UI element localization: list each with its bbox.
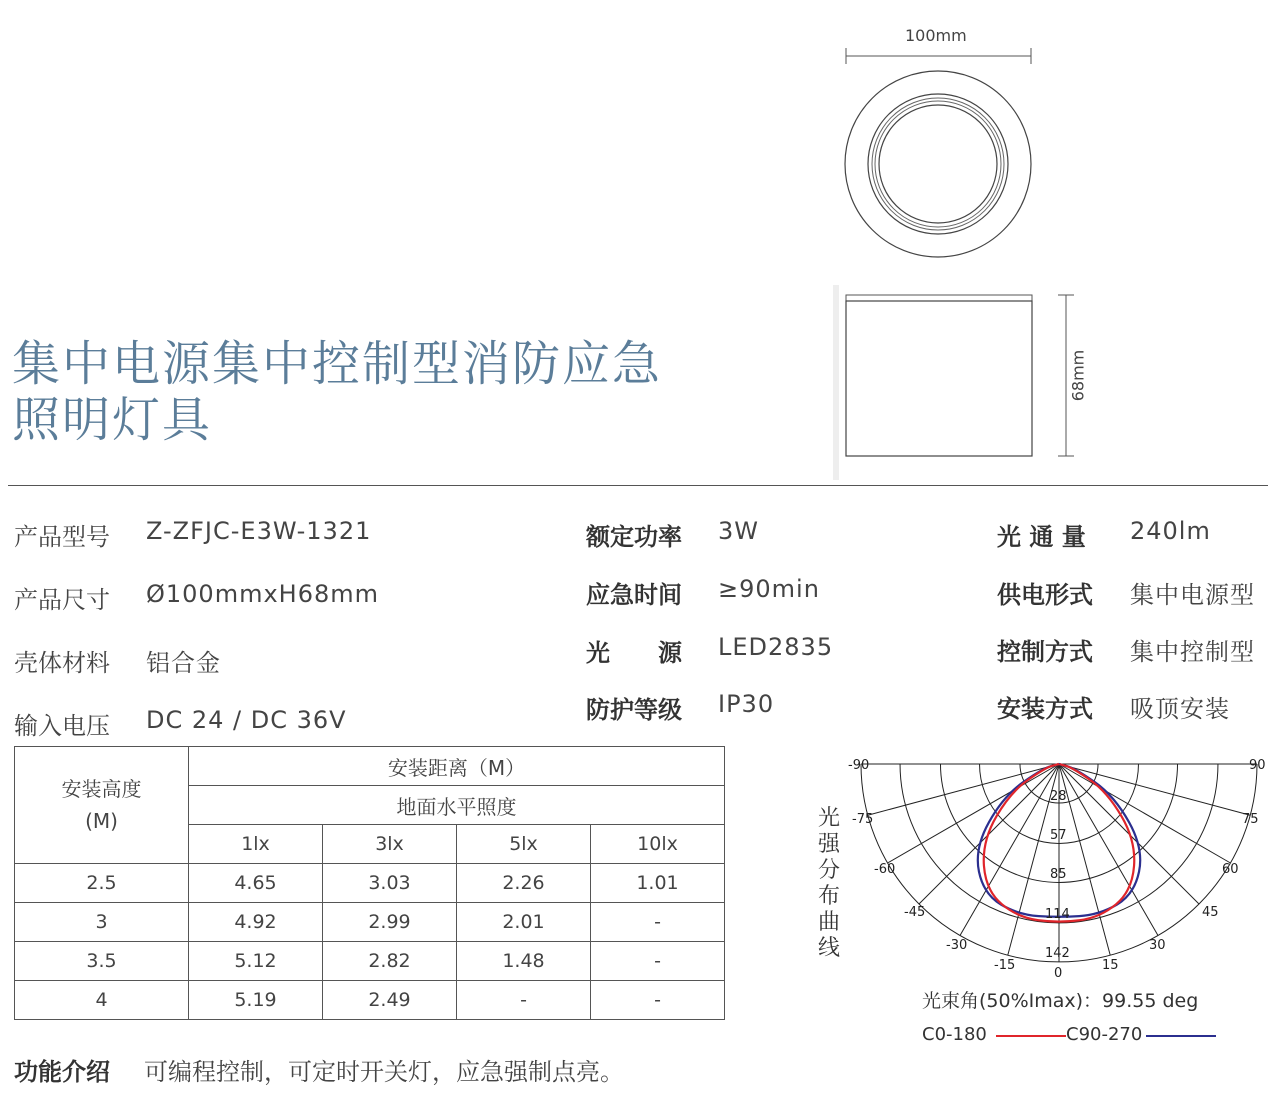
ring-label: 57 <box>1050 828 1067 843</box>
spec-light-source-label: 光 源 <box>586 639 682 667</box>
table-cell: 2.49 <box>323 981 457 1020</box>
ring-label: 85 <box>1050 867 1067 882</box>
polar-title-char: 分 <box>817 858 840 883</box>
product-title-line2: 照明灯具 <box>12 392 213 448</box>
table-cell: 1.48 <box>457 942 591 981</box>
table-cell-height: 4 <box>15 981 189 1020</box>
polar-title-char: 布 <box>817 884 840 909</box>
spec-install-label: 安装方式 <box>997 695 1093 723</box>
angle-label: 30 <box>1149 938 1166 953</box>
table-cell: 2.82 <box>323 942 457 981</box>
table-header-height: 安装高度(M) <box>15 747 189 864</box>
spec-emergency-time-label: 应急时间 <box>586 581 682 609</box>
spec-flux-label: 光 通 量 <box>997 523 1086 551</box>
table-cell: - <box>457 981 591 1020</box>
angle-label: -90 <box>848 758 870 773</box>
polar-title-char: 线 <box>817 936 840 961</box>
table-column-header: 3lx <box>323 825 457 864</box>
polar-title-char: 强 <box>817 832 840 857</box>
legend-c0-label: C0-180 <box>922 1024 987 1045</box>
angle-label: -15 <box>994 958 1016 973</box>
spec-voltage-value: DC 24 / DC 36V <box>146 706 347 734</box>
spec-power-label: 额定功率 <box>586 523 682 551</box>
table-cell: 2.26 <box>457 864 591 903</box>
table-cell: 4.65 <box>189 864 323 903</box>
table-column-header: 10lx <box>591 825 725 864</box>
beam-angle-text: 光束角(50%Imax)：99.55 deg <box>922 990 1199 1012</box>
spec-power-value: 3W <box>718 517 759 545</box>
table-cell: 2.01 <box>457 903 591 942</box>
spec-protection-label: 防护等级 <box>586 696 682 724</box>
spec-emergency-time-value: ≥90min <box>718 575 820 603</box>
ring-label: 142 <box>1045 946 1070 961</box>
table-row <box>15 864 725 903</box>
polar-spoke <box>1059 764 1250 815</box>
table-row <box>15 942 725 981</box>
table-cell-height: 3.5 <box>15 942 189 981</box>
table-row <box>15 981 725 1020</box>
table-header-illuminance: 地面水平照度 <box>189 786 725 825</box>
width-dimension-label: 100mm <box>905 26 967 45</box>
function-value: 可编程控制，可定时开关灯，应急强制点亮。 <box>144 1058 624 1086</box>
angle-label: -30 <box>946 938 968 953</box>
spec-voltage-label: 输入电压 <box>14 712 110 740</box>
top-view-drawing <box>830 20 1050 270</box>
table-cell: 3.03 <box>323 864 457 903</box>
ring-label: 114 <box>1045 907 1070 922</box>
table-cell: 2.99 <box>323 903 457 942</box>
spec-model-label: 产品型号 <box>14 523 110 551</box>
spec-install-value: 吸顶安装 <box>1130 695 1230 723</box>
table-cell: - <box>591 903 725 942</box>
table-cell: - <box>591 981 725 1020</box>
spec-model-value: Z-ZFJC-E3W-1321 <box>146 517 372 545</box>
legend-c90-label: C90-270 <box>1066 1024 1143 1045</box>
angle-label: -45 <box>904 905 926 920</box>
polar-spoke <box>868 764 1059 815</box>
illuminance-distance-table <box>14 746 725 1020</box>
angle-label: 90 <box>1249 758 1266 773</box>
product-title-line1: 集中电源集中控制型消防应急 <box>12 336 663 392</box>
table-cell: 1.01 <box>591 864 725 903</box>
table-column-header: 1lx <box>189 825 323 864</box>
table-cell-height: 3 <box>15 903 189 942</box>
height-dimension-label: 68mm <box>1068 349 1088 402</box>
polar-spoke <box>888 764 1059 863</box>
ring-label: 28 <box>1050 789 1067 804</box>
polar-title-char: 光 <box>817 806 840 831</box>
spec-size-value: Ø100mmxH68mm <box>146 580 380 608</box>
spec-size-label: 产品尺寸 <box>14 586 110 614</box>
spec-material-label: 壳体材料 <box>14 649 110 677</box>
angle-label: 60 <box>1222 862 1239 877</box>
table-cell: 5.19 <box>189 981 323 1020</box>
spec-light-source-value: LED2835 <box>718 633 834 661</box>
table-header-distance: 安装距离（M） <box>189 747 725 786</box>
angle-label: -60 <box>874 862 896 877</box>
spec-material-value: 铝合金 <box>146 649 221 677</box>
angle-label: 15 <box>1102 958 1119 973</box>
spec-control-value: 集中控制型 <box>1130 638 1255 666</box>
product-title <box>12 336 662 448</box>
table-cell: - <box>591 942 725 981</box>
angle-label: -75 <box>852 812 874 827</box>
angle-label: 75 <box>1242 812 1259 827</box>
angle-label: 0 <box>1054 966 1063 981</box>
polar-spoke <box>1059 764 1230 863</box>
polar-spoke <box>1059 764 1110 955</box>
legend-c0-line <box>996 1030 1070 1042</box>
table-row <box>15 903 725 942</box>
legend-c90-line <box>1146 1030 1220 1042</box>
side-view-drawing <box>830 285 1080 485</box>
spec-control-label: 控制方式 <box>997 638 1093 666</box>
table-cell: 4.92 <box>189 903 323 942</box>
function-label: 功能介绍 <box>14 1058 110 1086</box>
section-divider <box>8 485 1268 486</box>
spec-protection-value: IP30 <box>718 690 775 718</box>
polar-intensity-chart <box>840 748 1270 988</box>
table-cell-height: 2.5 <box>15 864 189 903</box>
spec-flux-value: 240lm <box>1130 517 1211 545</box>
spec-supply-label: 供电形式 <box>997 581 1093 609</box>
table-cell: 5.12 <box>189 942 323 981</box>
angle-label: 45 <box>1202 905 1219 920</box>
table-column-header: 5lx <box>457 825 591 864</box>
polar-title-char: 曲 <box>817 910 840 935</box>
spec-supply-value: 集中电源型 <box>1130 581 1255 609</box>
